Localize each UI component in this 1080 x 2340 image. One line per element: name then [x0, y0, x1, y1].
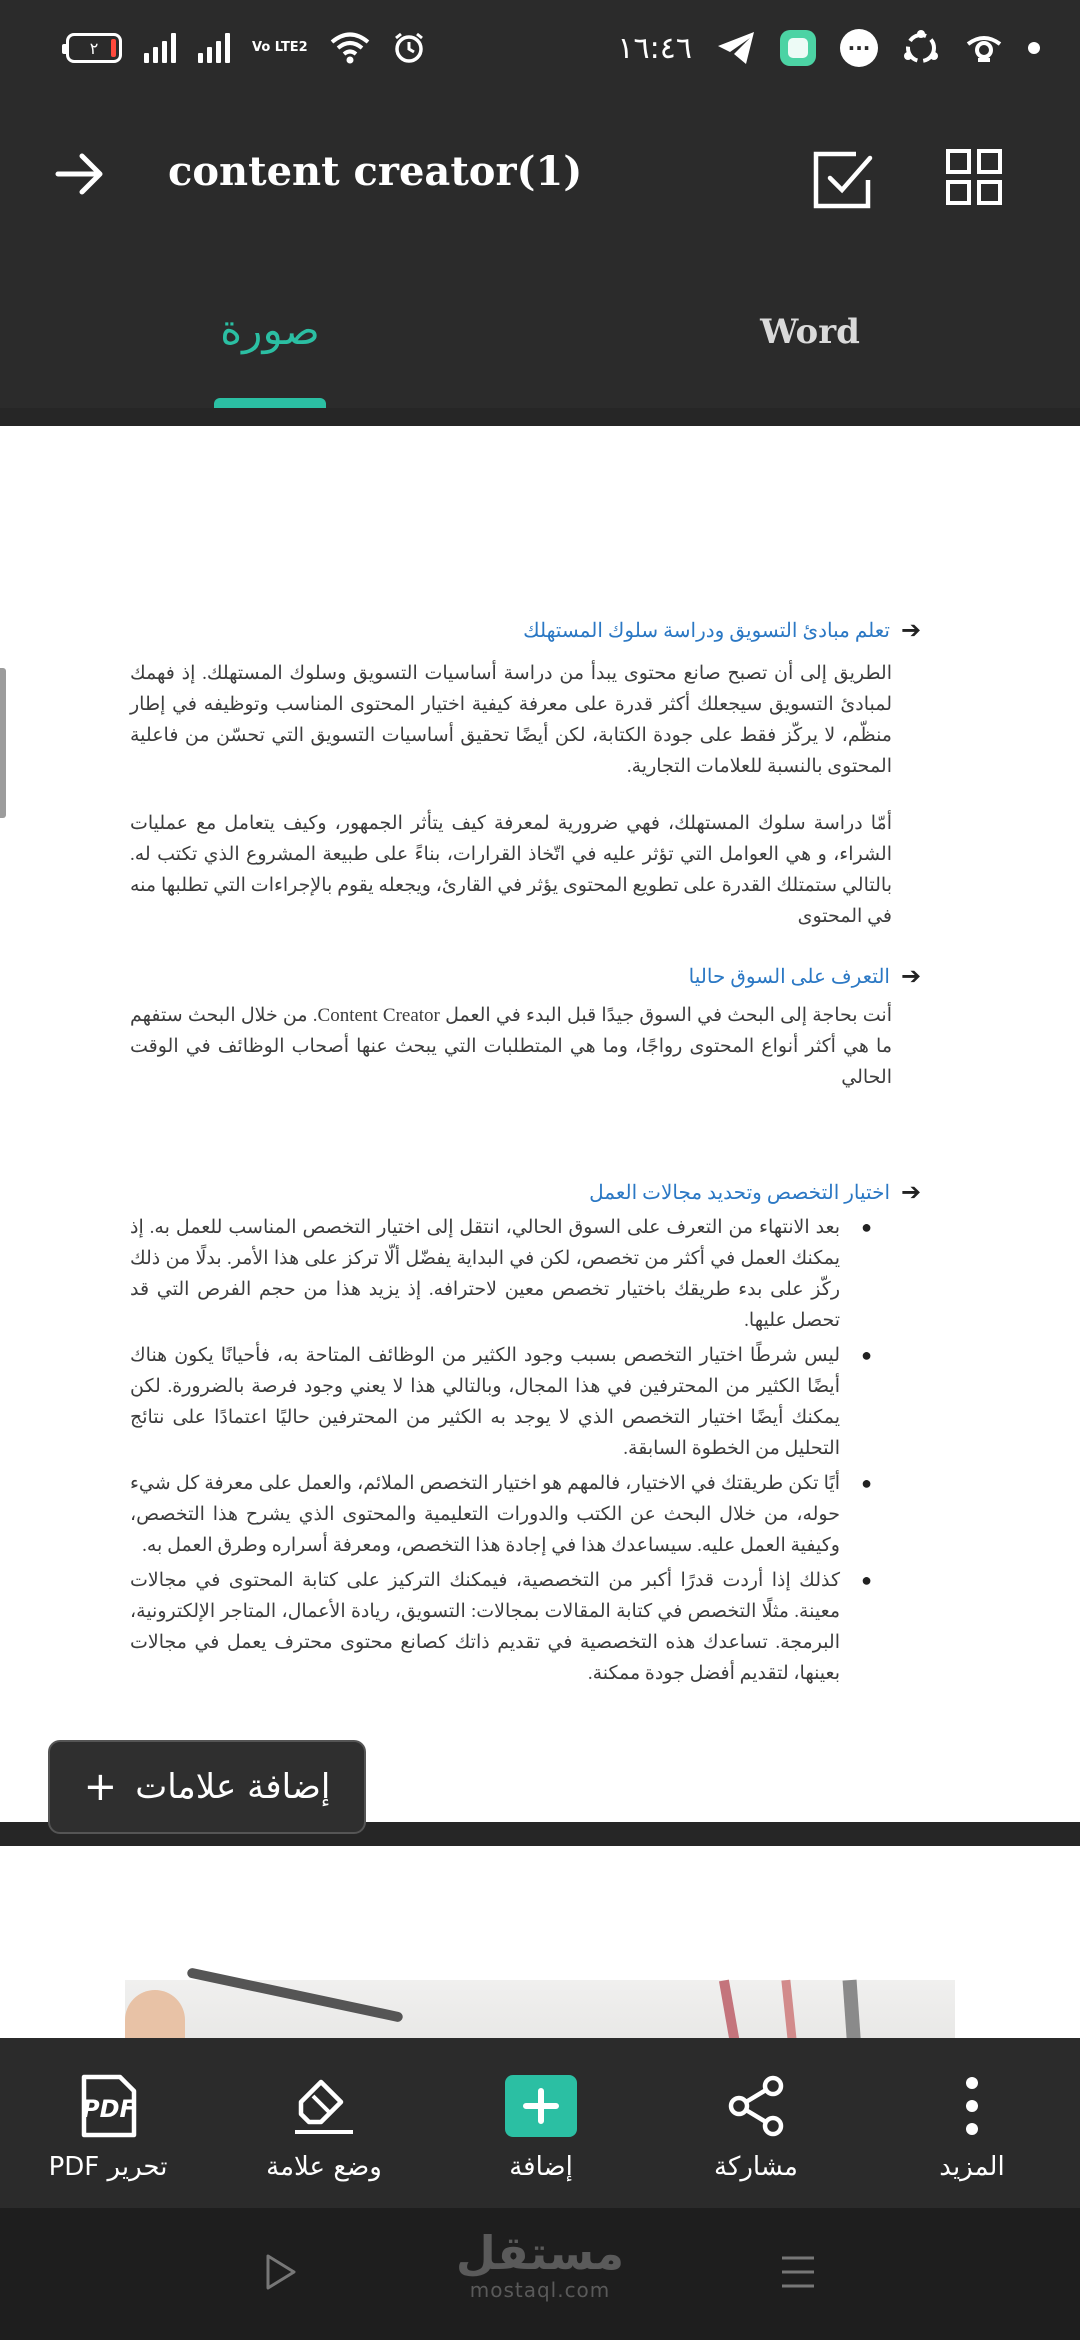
- link-app-icon: [964, 30, 1004, 66]
- document-page: [0, 426, 1080, 1822]
- signal-icon: [144, 33, 176, 63]
- highlight-label: وضع علامة: [266, 2152, 382, 2182]
- more-vertical-icon: [962, 2075, 982, 2137]
- paragraph: الطريق إلى أن تصبح صانع محتوى يبدأ من دراسة أساسيات التسويق وسلوك المستهلك. إذ فهمك لمبادئ التسويق سيجعلك أكثر قدرة على معرفة كيفية اختيار المحتوى المناسب وتوظيفه في إطار منظّم، لا يركّز فقط على جودة الكتابة، لكن أيضًا تحقيق أساسيات التسويق التي تحسّن من فاعلية المحتوى بالنسبة للعلامات التجارية.: [130, 663, 892, 777]
- sync-app-icon: [902, 29, 940, 67]
- share-icon: [727, 2075, 785, 2137]
- battery-icon: [66, 33, 122, 63]
- add-icon: [505, 2075, 577, 2137]
- select-check-icon[interactable]: [810, 148, 874, 212]
- back-triangle-icon[interactable]: [260, 2252, 300, 2292]
- volte-indicator: Vo LTE2: [252, 40, 308, 55]
- add-page-button[interactable]: [441, 2038, 641, 2208]
- signal-icon-2: [198, 33, 230, 63]
- add-bookmarks-button[interactable]: [48, 1740, 366, 1834]
- list-item: ● أيًا تكن طريقتك في الاختيار، فالمهم هو اختيار التخصص الملائم، والعمل على معرفة كل شيء حوله، من خلال البحث عن الكتب والدورات التعليمية والمحتوى الذي يشرح هذا التخصص، وكيفية العمل عليه. سيساعدك هذا في إجادة هذا التخصص، ومعرفة أسراره وطرق العمل به.: [130, 1473, 872, 1556]
- paragraph: أمّا دراسة سلوك المستهلك، فهي ضرورية لمعرفة كيف يتأثر الجمهور، وكيف يتعامل مع عمليات الشراء، و هي العوامل التي تؤثر عليه في اتّخاذ القرارات، بناءً على طبيعة المشروع الذي تكتب له. بالتالي ستمتلك القدرة على تطويع المحتوى يؤثر في القارئ، ويجعله يقوم بالإجراءات التي تطلبها منه في المحتوى: [130, 813, 892, 927]
- page-image: [125, 1980, 955, 2046]
- arrow-bullet-icon: ➔: [900, 962, 922, 990]
- arrow-bullet-icon: ➔: [900, 616, 922, 644]
- arrow-bullet-icon: ➔: [900, 1178, 922, 1206]
- edit-pdf-button[interactable]: [8, 2038, 208, 2208]
- tab-image[interactable]: [120, 266, 420, 408]
- view-tabs: [0, 266, 1080, 408]
- add-label: إضافة: [509, 2152, 573, 2182]
- battery-level: ٢: [89, 38, 99, 58]
- status-left: [66, 26, 426, 70]
- paragraph: أنت بحاجة إلى البحث في السوق جيدًا قبل البدء في العمل Content Creator. من خلال البحث ستفهم ما هي أكثر أنواع المحتوى رواجًا، وما هي المتطلبات التي يبحث عنها أصحاب الوظائف في الوقت الحالي: [130, 1005, 892, 1088]
- section-heading: ➔ التعرف على السوق حاليا: [688, 962, 922, 990]
- back-arrow-icon[interactable]: [52, 146, 108, 202]
- document-page-2: [0, 1846, 1080, 2046]
- messages-icon: ···: [840, 29, 878, 67]
- telegram-icon: [716, 30, 756, 66]
- share-label: مشاركة: [714, 2152, 798, 2182]
- tab-word[interactable]: [660, 266, 960, 408]
- pdf-icon: [76, 2073, 140, 2139]
- wifi-icon: [330, 31, 370, 65]
- active-tab-indicator: [214, 398, 326, 408]
- tab-image-label: صورة: [220, 304, 320, 354]
- list-item: ● ليس شرطًا اختيار التخصص بسبب وجود الكثير من الوظائف المتاحة به، فأحيانًا يكون هناك أيضًا الكثير من المحترفين في هذا المجال، وبالتالي هذا لا يعني وجود فرصة بالضرورة. لكن يمكنك أيضًا اختيار التخصص الذي لا يوجد به الكثير من المحترفين حاليًا اعتمادًا على نتائج التحليل من الخطوة السابقة.: [130, 1345, 872, 1459]
- svg-text:PDF: PDF: [82, 2095, 136, 2123]
- recents-icon[interactable]: [778, 2252, 818, 2292]
- plus-icon: +: [83, 1764, 118, 1810]
- app-notification-icon: [780, 30, 816, 66]
- more-button[interactable]: [872, 2038, 1072, 2208]
- grid-view-icon[interactable]: [945, 148, 1003, 206]
- list-item: ● كذلك إذا أردت قدرًا أكبر من التخصصية، فيمكنك التركيز على كتابة المحتوى في مجالات معينة. مثلًا التخصص في كتابة المقالات بمجالات: التسويق، ريادة الأعمال، المتاجر الإلكترونية، البرمجة. تساعدك هذه التخصصية في تقديم ذاتك كصانع محتوى محترف يعمل في مجالات بعينها، لتقديم أفضل جودة ممكنة.: [130, 1570, 872, 1684]
- edit-pdf-label: PDF تحرير: [48, 2152, 168, 2182]
- share-button[interactable]: [656, 2038, 856, 2208]
- alarm-icon: [392, 31, 426, 65]
- notification-dot-icon: [1028, 42, 1040, 54]
- watermark: مستقل mostaql.com: [455, 2226, 625, 2302]
- highlighter-icon: [291, 2076, 357, 2136]
- section-heading: ➔ اختيار التخصص وتحديد مجالات العمل: [589, 1178, 922, 1206]
- scroll-handle[interactable]: [0, 668, 6, 818]
- section-heading: ➔ تعلم مبادئ التسويق ودراسة سلوك المستهلك: [523, 616, 922, 644]
- highlight-button[interactable]: [224, 2038, 424, 2208]
- list-item: ● بعد الانتهاء من التعرف على السوق الحالي، انتقل إلى اختيار التخصص المناسب للعمل به. إذ يمكنك العمل في أكثر من تخصص، لكن في البداية يفضّل ألّا تركز على هذا الأمر. بدلًا من ذلك ركّز على بدء طريقك باختيار تخصص معين لاحترافه. إذ يزيد هذا من حجم الفرص التي قد تحصل عليها.: [130, 1217, 872, 1331]
- add-bookmarks-label: إضافة علامات: [135, 1767, 331, 1807]
- status-bar: [0, 0, 1080, 96]
- tab-word-label: Word: [760, 312, 860, 352]
- app-bar: [0, 96, 1080, 266]
- bullet-list: [130, 1212, 872, 1693]
- system-nav-bar: [0, 2208, 1080, 2340]
- document-title: content creator(1): [168, 148, 583, 195]
- status-right: [617, 26, 1040, 70]
- more-label: المزيد: [939, 2152, 1005, 2182]
- clock: ١٦:٤٦: [617, 30, 692, 66]
- bottom-toolbar: [0, 2038, 1080, 2208]
